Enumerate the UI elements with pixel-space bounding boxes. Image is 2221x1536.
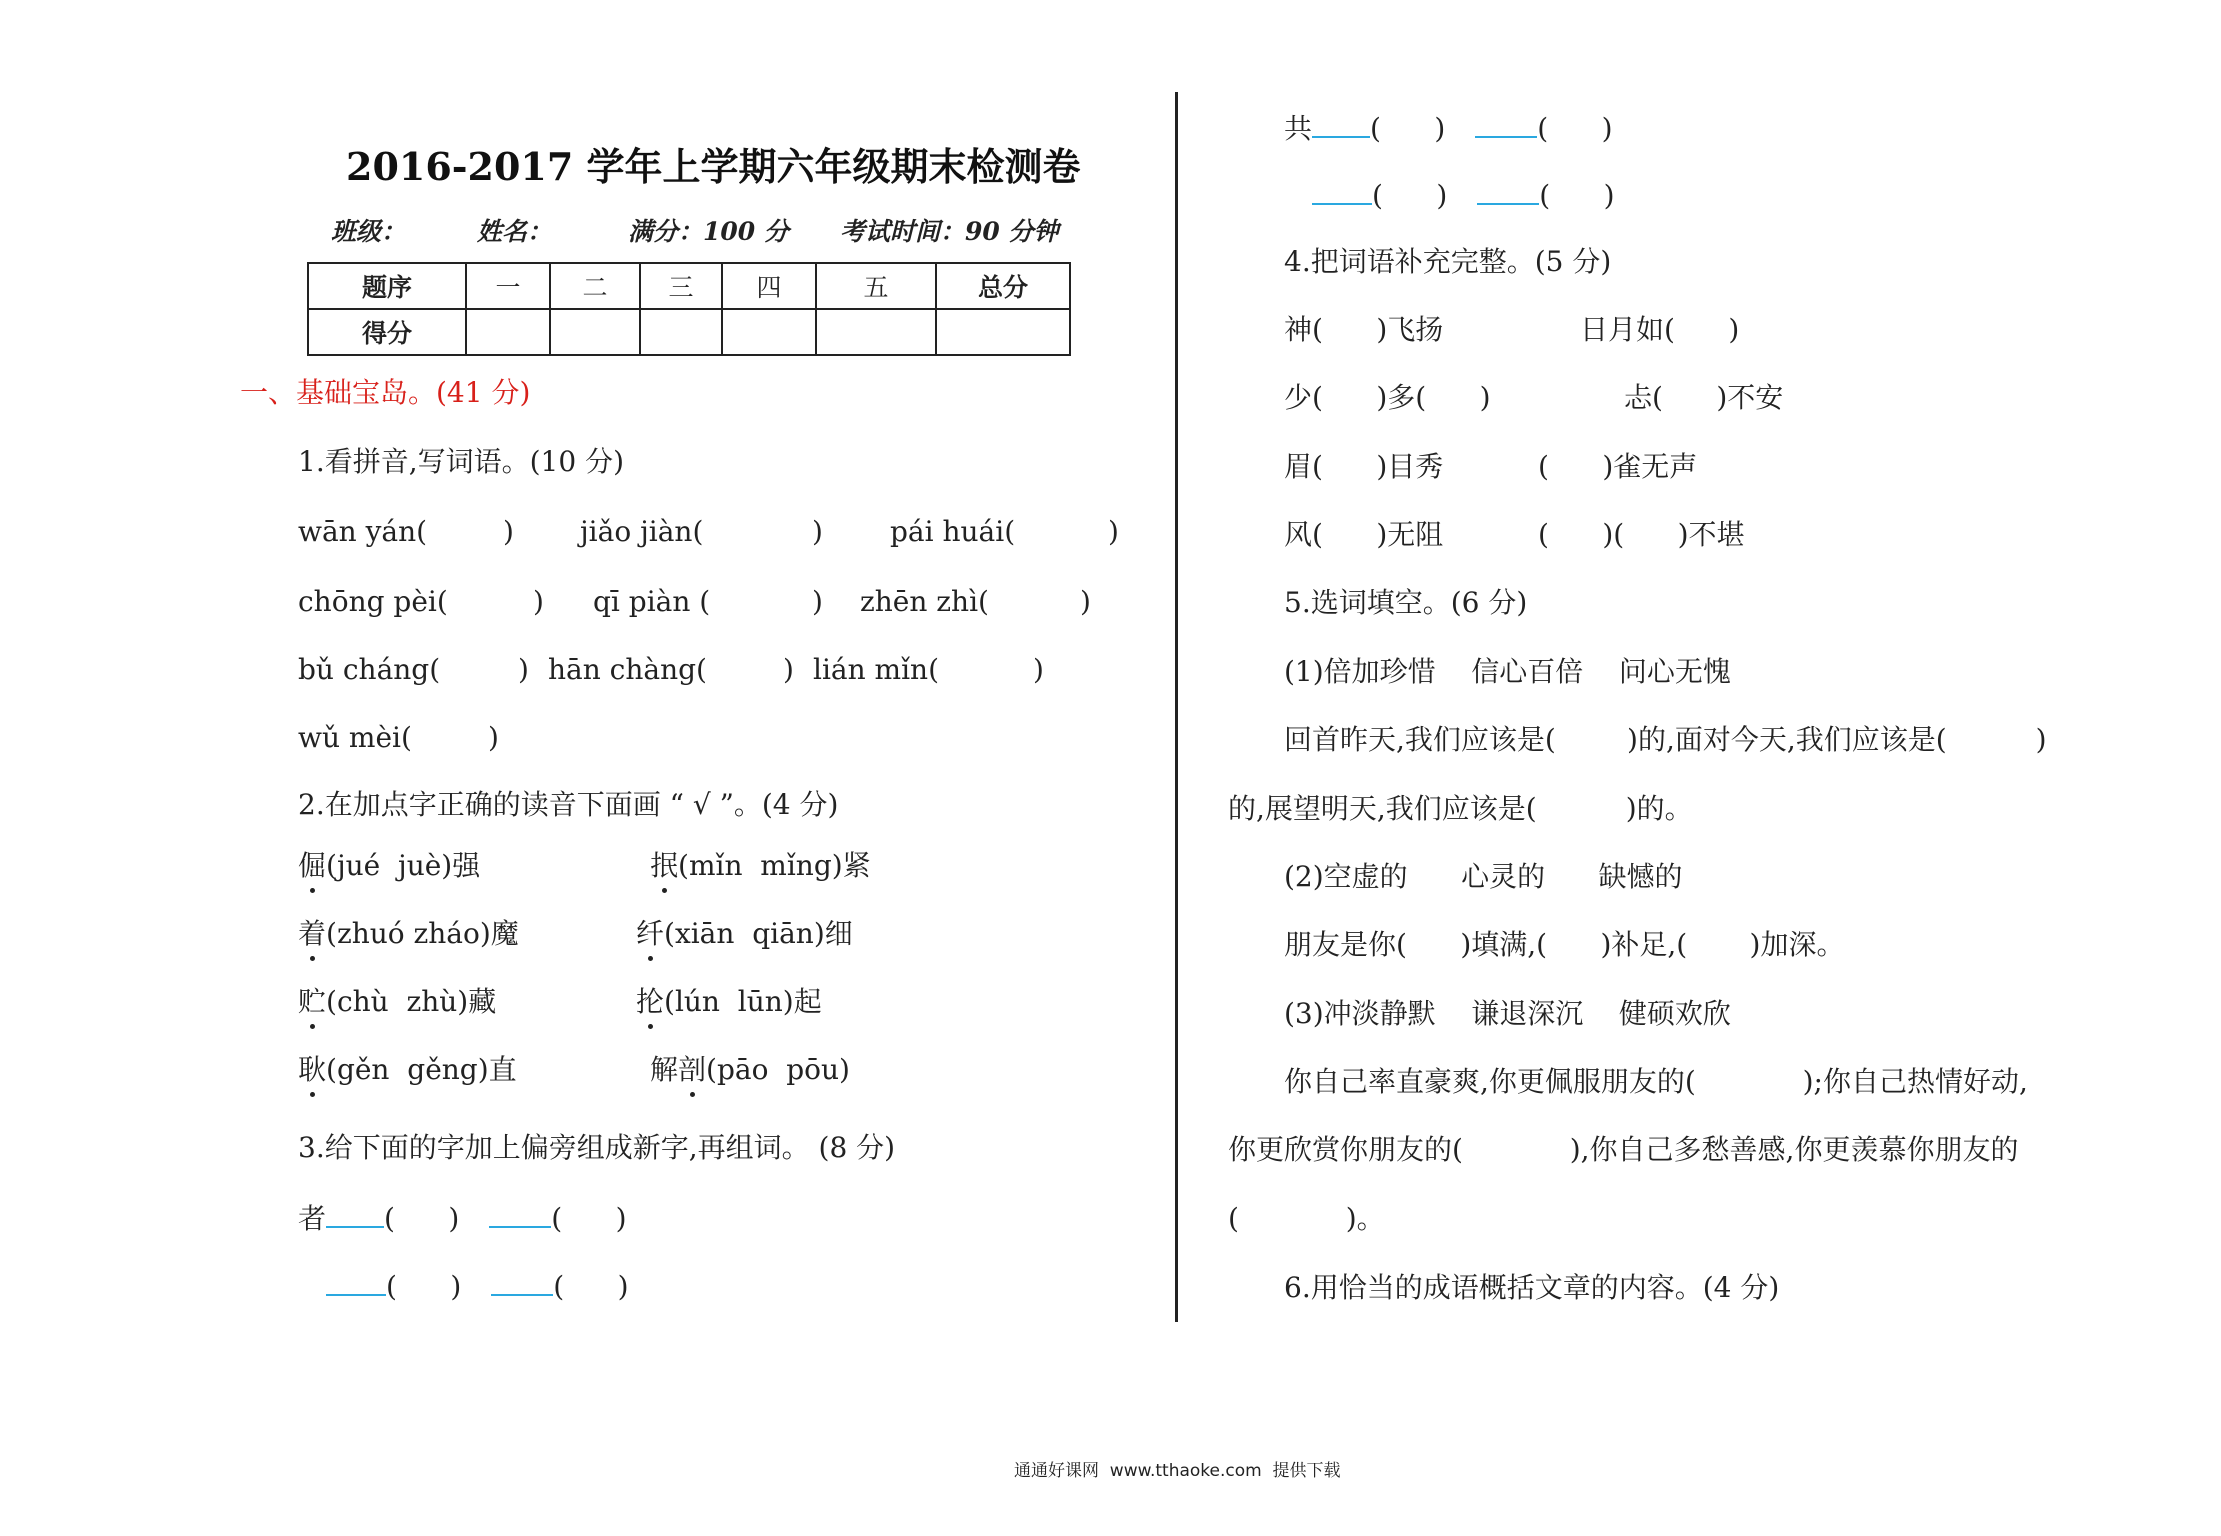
pinyin-item: zhēn zhì( — [860, 585, 989, 618]
name-label: 姓名： — [477, 217, 553, 246]
answer-blank[interactable] — [1477, 175, 1539, 205]
dotted-char: 贮 — [298, 985, 327, 1018]
score-header-cell: 题序 — [308, 263, 466, 309]
q2-title: 2.在加点字正确的读音下面画 “ √ ”。(4 分) — [298, 788, 839, 821]
score-cell — [936, 309, 1070, 355]
pinyin-item: wān yán( — [298, 515, 428, 548]
q5-group2-line1: 朋友是你( )填满,( )补足,( )加深。 — [1284, 928, 1845, 961]
answer-paren: ( ) — [384, 1202, 460, 1235]
idiom-item: ( )雀无声 — [1538, 450, 1698, 483]
pinyin-item-close: ) — [1108, 515, 1119, 548]
score-cell — [550, 309, 640, 355]
q3-row-2 — [326, 1266, 629, 1305]
pinyin-item: chōng pèi( — [298, 585, 448, 618]
answer-paren: ( ) — [551, 1202, 627, 1235]
dotted-char: 耿 — [298, 1053, 327, 1086]
full-score-label: 满分：100 分 — [628, 217, 789, 246]
dotted-char: 抡 — [636, 985, 665, 1018]
q2-row-1-right — [650, 848, 871, 884]
q5-group1-words: (1)倍加珍惜 信心百倍 问心无愧 — [1284, 655, 1731, 688]
answer-blank[interactable] — [489, 1198, 551, 1228]
pinyin-item-close: ) — [1080, 585, 1091, 618]
section1-heading: 一、基础宝岛。(41 分) — [240, 376, 531, 409]
reading-options: (mǐn mǐng)紧 — [678, 849, 871, 882]
q5-group1-line1: 回首昨天,我们应该是( )的,面对今天,我们应该是( ) — [1284, 723, 2047, 756]
exam-title: 2016-2017 学年上学期六年级期末检测卷 — [346, 144, 1081, 189]
q1-title: 1.看拼音,写词语。(10 分) — [298, 445, 624, 478]
idiom-item: 眉( )目秀 — [1284, 450, 1444, 483]
answer-paren: ( ) — [553, 1270, 629, 1303]
idiom-item: 忐( )不安 — [1624, 381, 1784, 414]
pinyin-item-close: ) — [812, 515, 823, 548]
idiom-item: 神( )飞扬 — [1284, 313, 1444, 346]
q5-group2-words: (2)空虚的 心灵的 缺憾的 — [1284, 860, 1683, 893]
answer-paren: ( ) — [1370, 112, 1446, 145]
answer-paren: ( ) — [1539, 179, 1615, 212]
answer-blank[interactable] — [1475, 108, 1537, 138]
pinyin-item-close: ) — [533, 585, 544, 618]
score-header-cell: 五 — [816, 263, 936, 309]
score-header-cell: 二 — [550, 263, 640, 309]
pinyin-item-close: ) — [812, 585, 823, 618]
idiom-item: 风( )无阻 — [1284, 518, 1444, 551]
dotted-char: 着 — [298, 917, 327, 950]
q5-group3-words: (3)冲淡静默 谦退深沉 健硕欢欣 — [1284, 997, 1731, 1030]
answer-paren: ( ) — [386, 1270, 462, 1303]
q5-group3-line1: 你自己率直豪爽,你更佩服朋友的( );你自己热情好动, — [1284, 1065, 2028, 1098]
pinyin-item: wǔ mèi( — [298, 721, 412, 754]
q2-row-4-right — [650, 1052, 850, 1088]
score-table — [307, 262, 1071, 356]
pinyin-item: lián mǐn( — [813, 653, 939, 686]
score-table-header-row — [308, 263, 1070, 309]
pinyin-item: bǔ cháng( — [298, 653, 441, 686]
reading-options: (chù zhù)藏 — [326, 985, 497, 1018]
pinyin-item-close: ) — [503, 515, 514, 548]
q3-title: 3.给下面的字加上偏旁组成新字,再组词。 (8 分) — [298, 1131, 896, 1164]
q4-title: 4.把词语补充完整。(5 分) — [1284, 245, 1612, 278]
reading-options: (jué juè)强 — [326, 849, 481, 882]
exam-time-label: 考试时间：90 分钟 — [840, 217, 1059, 246]
reading-options: (xiān qiān)细 — [664, 917, 853, 950]
q3-row-4 — [1312, 175, 1615, 214]
q3-base-char: 者 — [298, 1202, 327, 1235]
answer-paren: ( ) — [1537, 112, 1613, 145]
answer-blank[interactable] — [326, 1198, 384, 1228]
reading-options: (zhuó zháo)魔 — [326, 917, 519, 950]
column-divider — [1175, 92, 1178, 1322]
reading-options: (gěn gěng)直 — [326, 1053, 517, 1086]
idiom-item: 少( )多( ) — [1284, 381, 1491, 414]
q5-group3-line2: 你更欣赏你朋友的( ),你自己多愁善感,你更羡慕你朋友的 — [1228, 1133, 2019, 1166]
reading-options: (pāo pōu) — [706, 1053, 850, 1086]
dotted-char: 倔 — [298, 849, 327, 882]
score-cell — [722, 309, 816, 355]
pinyin-item-close: ) — [518, 653, 529, 686]
pinyin-item: jiǎo jiàn( — [580, 515, 704, 548]
score-table-score-row — [308, 309, 1070, 355]
score-header-cell: 三 — [640, 263, 722, 309]
answer-blank[interactable] — [326, 1266, 386, 1296]
q3-row-3 — [1284, 108, 1613, 147]
reading-options: (lún lūn)起 — [664, 985, 822, 1018]
idiom-item: 日月如( ) — [1580, 313, 1740, 346]
dotted-char: 抿 — [650, 849, 679, 882]
answer-blank[interactable] — [1312, 108, 1370, 138]
pinyin-item-close: ) — [488, 721, 499, 754]
pinyin-item-close: ) — [783, 653, 794, 686]
score-row-label: 得分 — [308, 309, 466, 355]
q2-row-4 — [298, 1052, 517, 1088]
q5-group3-line3: ( )。 — [1228, 1202, 1385, 1235]
score-cell — [640, 309, 722, 355]
answer-blank[interactable] — [491, 1266, 553, 1296]
answer-blank[interactable] — [1312, 175, 1372, 205]
pinyin-item: qī piàn ( — [593, 585, 711, 618]
score-cell — [466, 309, 550, 355]
q2-row-1 — [298, 848, 480, 884]
answer-paren: ( ) — [1372, 179, 1448, 212]
q3-base-char: 共 — [1284, 112, 1313, 145]
q2-row-2 — [298, 916, 519, 952]
pinyin-item: pái huái( — [890, 515, 1016, 548]
score-header-cell: 总分 — [936, 263, 1070, 309]
q6-title: 6.用恰当的成语概括文章的内容。(4 分) — [1284, 1271, 1780, 1304]
q2-row-2-right — [636, 916, 853, 952]
q3-row-1 — [298, 1198, 627, 1237]
footer-watermark: 通通好课网 www.tthaoke.com 提供下载 — [1014, 1461, 1341, 1481]
idiom-item: ( )( )不堪 — [1538, 518, 1745, 551]
score-cell — [816, 309, 936, 355]
q2-row-3-right — [636, 984, 822, 1020]
pinyin-item: hān chàng( — [548, 653, 707, 686]
q5-group1-line2: 的,展望明天,我们应该是( )的。 — [1228, 792, 1693, 825]
pinyin-item-close: ) — [1033, 653, 1044, 686]
dotted-char: 剖 — [678, 1053, 707, 1086]
q2-row-3 — [298, 984, 496, 1020]
q5-title: 5.选词填空。(6 分) — [1284, 586, 1528, 619]
dotted-char: 纤 — [636, 917, 665, 950]
score-header-cell: 一 — [466, 263, 550, 309]
score-header-cell: 四 — [722, 263, 816, 309]
plain-char: 解 — [650, 1053, 679, 1086]
class-label: 班级： — [331, 217, 407, 246]
